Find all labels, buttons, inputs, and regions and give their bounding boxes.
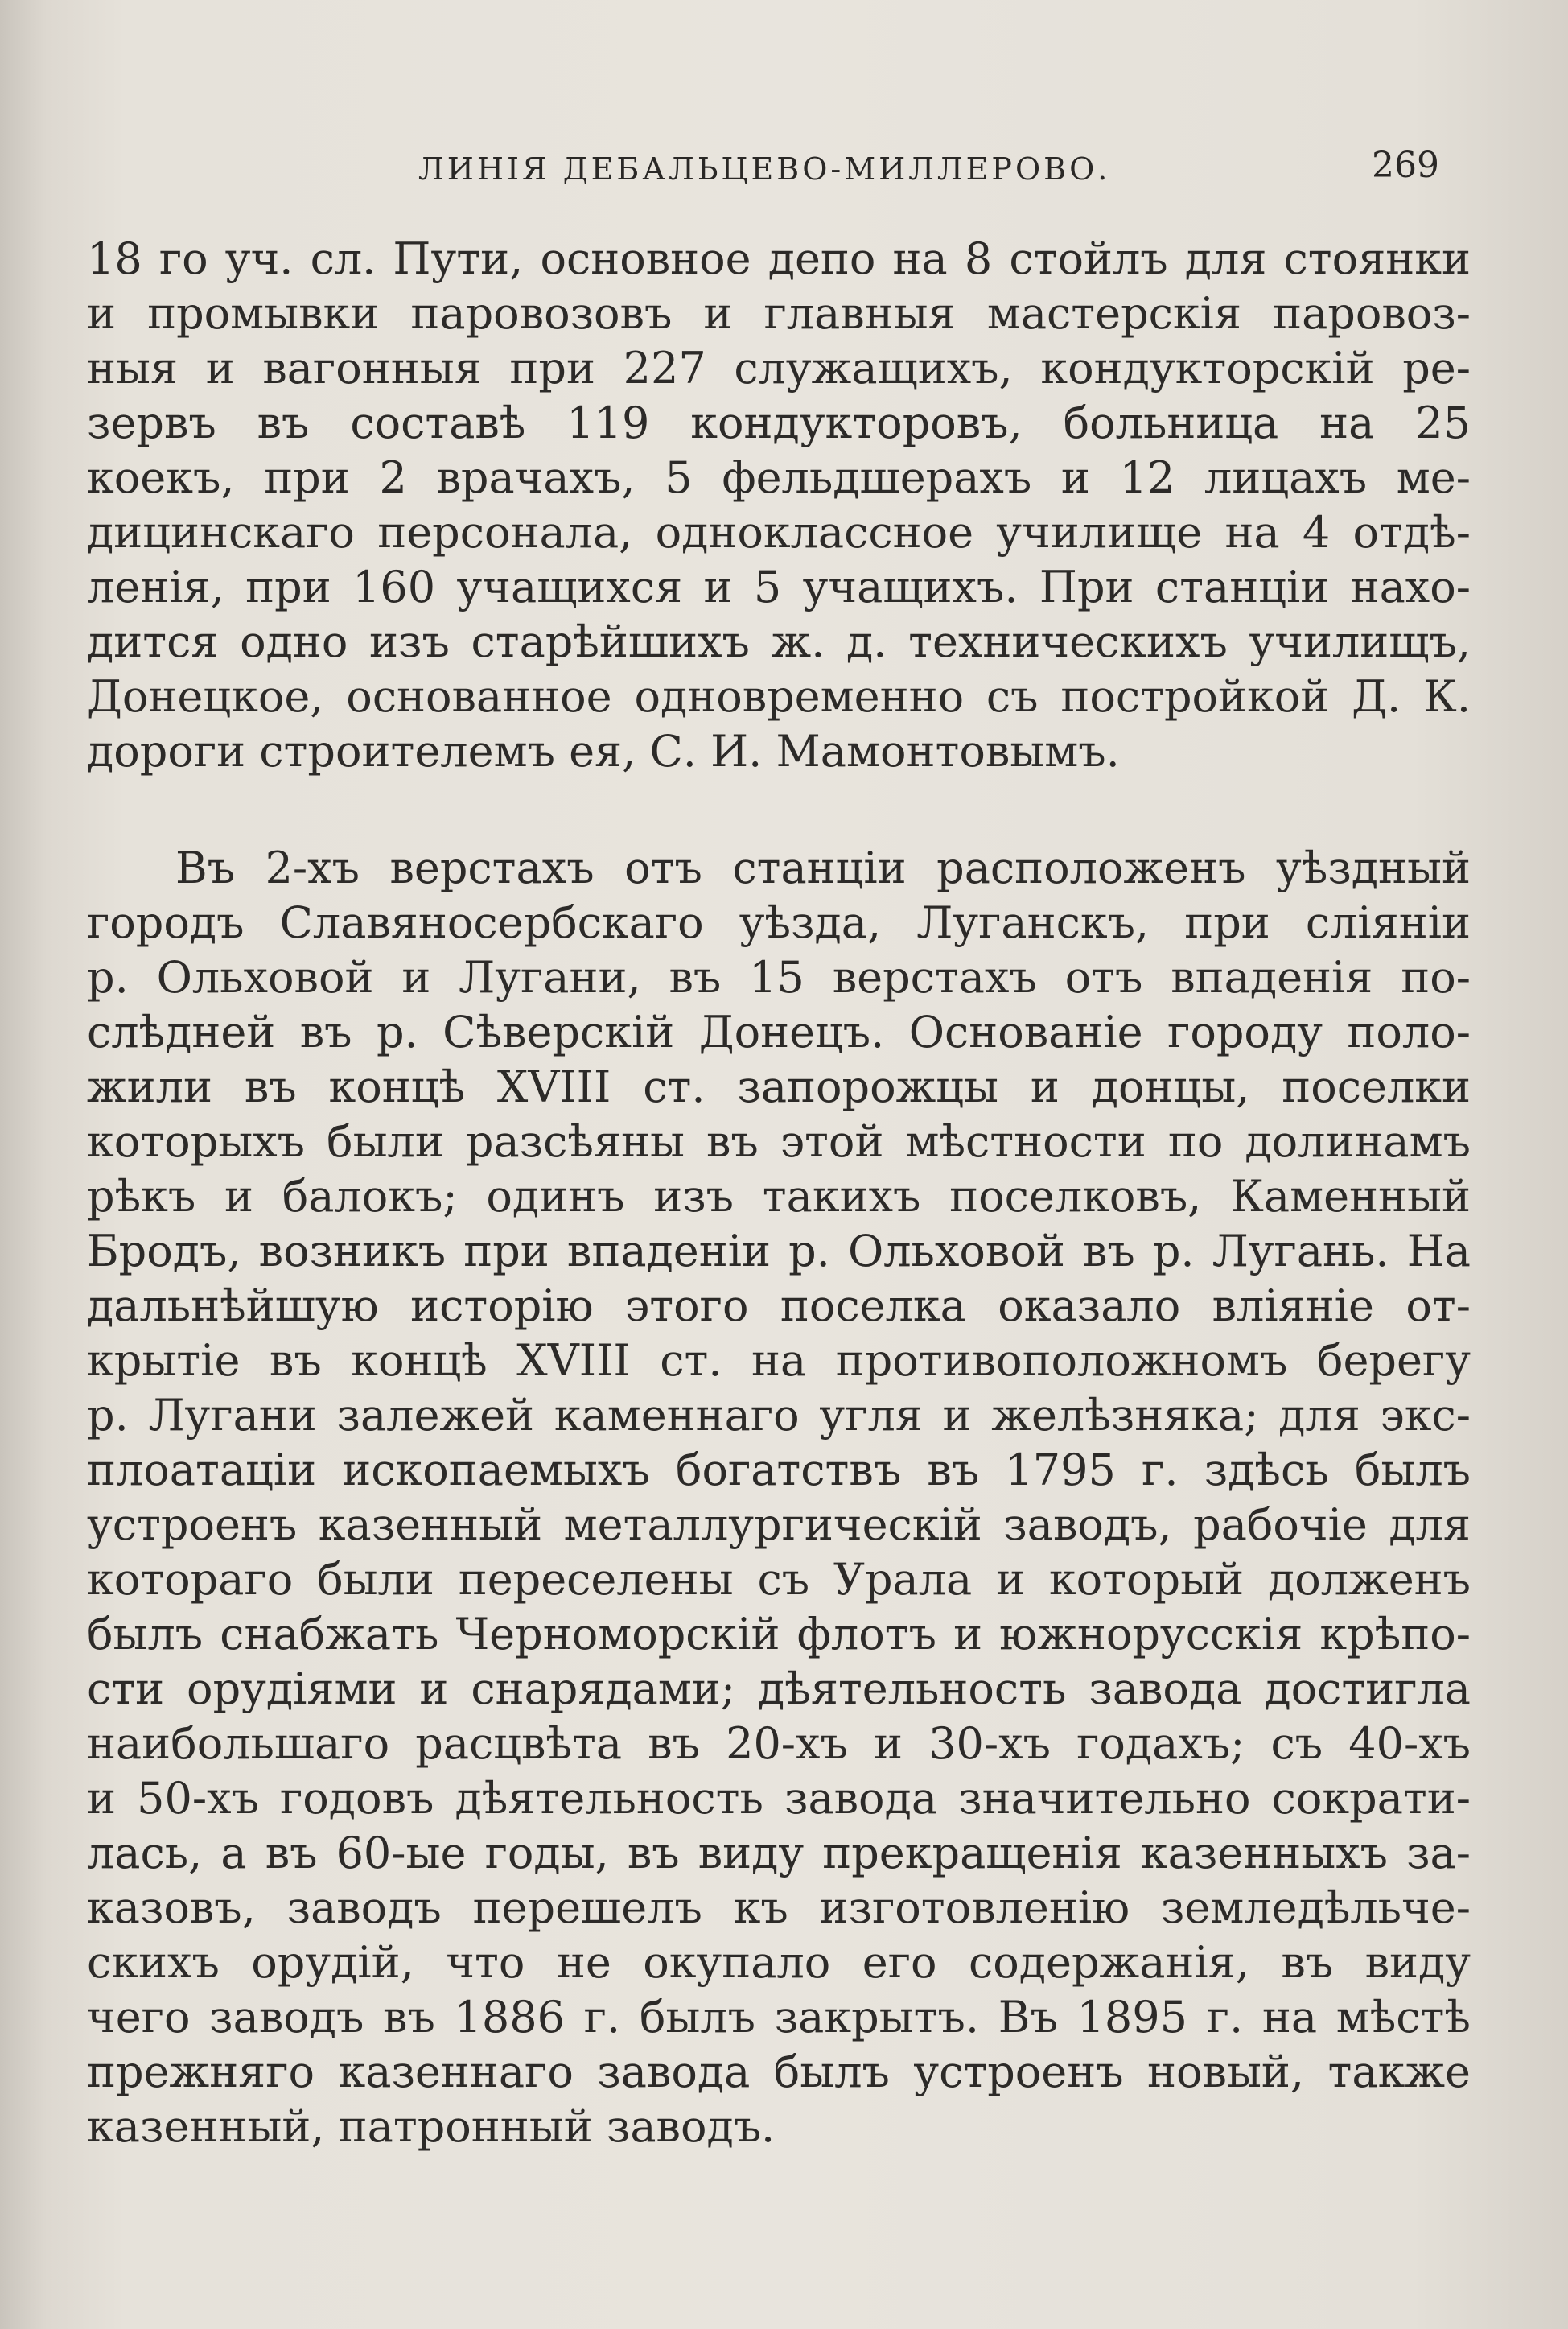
text-line: ныя и вагонныя при 227 служащихъ, кондукторскій ре- bbox=[87, 343, 1471, 394]
text-line: 18 го уч. сл. Пути, основное депо на 8 стойлъ для стоянки bbox=[87, 233, 1471, 284]
text-line: казенный, патронный заводъ. bbox=[87, 2101, 776, 2152]
text-line: прежняго казеннаго завода былъ устроенъ новый, также bbox=[87, 2047, 1471, 2097]
text-line: скихъ орудій, что не окупало его содержанія, въ виду bbox=[87, 1937, 1471, 1988]
text-line: зервъ въ составѣ 119 кондукторовъ, больница на 25 bbox=[87, 398, 1471, 448]
text-line: котораго были переселены съ Урала и который долженъ bbox=[87, 1554, 1471, 1605]
text-line: которыхъ были разсѣяны въ этой мѣстности по долинамъ bbox=[87, 1116, 1471, 1167]
text-line: ленія, при 160 учащихся и 5 учащихъ. При станціи нахо- bbox=[87, 562, 1471, 612]
paragraph-1 bbox=[87, 232, 1471, 779]
text-line: р. Ольховой и Лугани, въ 15 верстахъ отъ впаденія по- bbox=[87, 952, 1471, 1003]
text-line: наибольшаго расцвѣта въ 20-хъ и 30-хъ годахъ; съ 40-хъ bbox=[87, 1718, 1471, 1769]
text-line: Въ 2-хъ верстахъ отъ станціи расположенъ уѣздный bbox=[175, 843, 1471, 893]
text-line: казовъ, заводъ перешелъ къ изготовленію земледѣльче- bbox=[87, 1882, 1471, 1933]
text-line: дицинскаго персонала, одноклассное училище на 4 отдѣ- bbox=[87, 507, 1471, 558]
running-title: ЛИНІЯ ДЕБАЛЬЦЕВО-МИЛЛЕРОВО. bbox=[418, 151, 1111, 187]
text-line: сти орудіями и снарядами; дѣятельность завода достигла bbox=[87, 1663, 1471, 1714]
text-line: устроенъ казенный металлургическій заводъ, рабочіе для bbox=[87, 1499, 1471, 1550]
text-line: дальнѣйшую исторію этого поселка оказало вліяніе от- bbox=[87, 1280, 1471, 1331]
text-line: рѣкъ и балокъ; одинъ изъ такихъ поселковъ, Каменный bbox=[87, 1171, 1471, 1222]
text-line: городъ Славяносербскаго уѣзда, Луганскъ, при сліяніи bbox=[87, 897, 1471, 948]
text-line: р. Лугани залежей каменнаго угля и желѣзняка; для экс- bbox=[87, 1390, 1471, 1441]
text-line: плоатаціи ископаемыхъ богатствъ въ 1795 г. здѣсь былъ bbox=[87, 1445, 1471, 1495]
text-line: слѣдней въ р. Сѣверскій Донецъ. Основаніе городу поло- bbox=[87, 1007, 1471, 1057]
text-line: Донецкое, основанное одновременно съ постройкой Д. К. bbox=[87, 671, 1471, 722]
text-line: и 50-хъ годовъ дѣятельность завода значительно сократи- bbox=[87, 1773, 1471, 1824]
text-line: крытіе въ концѣ XVIII ст. на противоположномъ берегу bbox=[87, 1335, 1471, 1386]
text-line: лась, а въ 60-ые годы, въ виду прекращенія казенныхъ за- bbox=[87, 1828, 1471, 1878]
text-line: чего заводъ въ 1886 г. былъ закрытъ. Въ 1895 г. на мѣстѣ bbox=[87, 1992, 1471, 2043]
text-line: жили въ концѣ XVIII ст. запорожцы и донцы, поселки bbox=[87, 1061, 1471, 1112]
paragraph-2 bbox=[87, 841, 1471, 2154]
running-head bbox=[0, 145, 1568, 193]
text-line: и промывки паровозовъ и главныя мастерскія паровоз- bbox=[87, 288, 1471, 339]
text-line: дороги строителемъ ея, С. И. Мамонтовымъ. bbox=[87, 726, 1120, 777]
text-line: коекъ, при 2 врачахъ, 5 фельдшерахъ и 12 лицахъ ме- bbox=[87, 452, 1471, 503]
text-line: былъ снабжать Черноморскій флотъ и южнорусскія крѣпо- bbox=[87, 1609, 1471, 1659]
text-line: Бродъ, возникъ при впаденіи р. Ольховой въ р. Лугань. На bbox=[87, 1226, 1471, 1276]
text-line: дится одно изъ старѣйшихъ ж. д. техническихъ училищъ, bbox=[87, 616, 1471, 667]
page-number: 269 bbox=[1372, 145, 1439, 186]
